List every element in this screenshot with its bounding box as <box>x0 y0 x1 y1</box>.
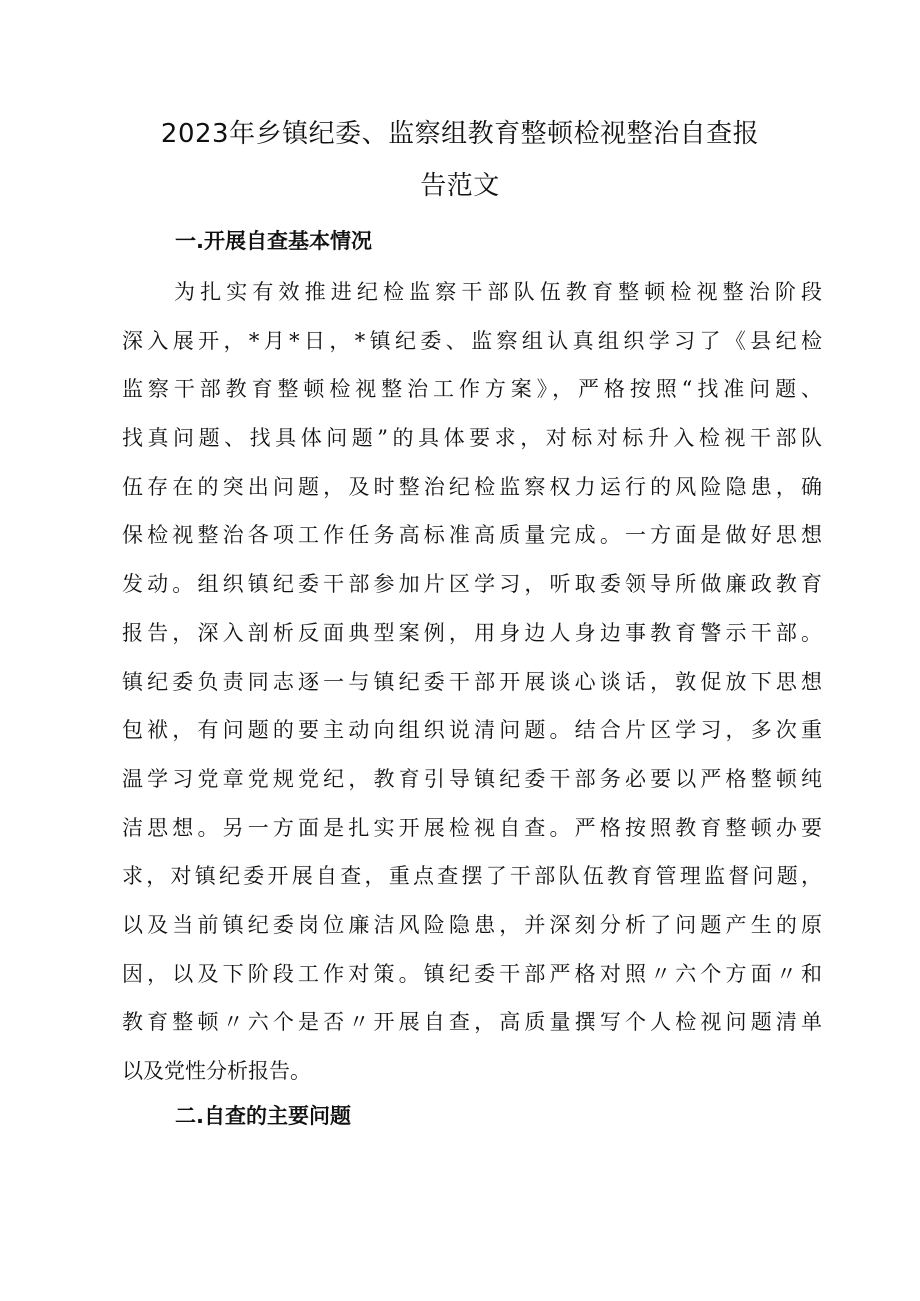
paragraph-line: 为扎实有效推进纪检监察干部队伍教育整顿检视整治阶段 <box>174 280 822 304</box>
paragraph-line: 镇纪委负责同志逐一与镇纪委干部开展谈心谈话，敦促放下思想 <box>122 669 822 694</box>
section-heading-basic-situation: 一.开展自查基本情况 <box>175 229 372 253</box>
paragraph-line: 发动。组织镇纪委干部参加片区学习，听取委领导所做廉政教育 <box>122 572 822 597</box>
paragraph-line: 求，对镇纪委开展自查，重点查摆了干部队伍教育管理监督问题， <box>122 864 822 889</box>
paragraph-line: 深入展开，*月*日，*镇纪委、监察组认真组织学习了《县纪检 <box>122 328 822 353</box>
paragraph-line: 伍存在的突出问题，及时整治纪检监察权力运行的风险隐患，确 <box>122 474 822 499</box>
section-body-paragraph <box>122 268 822 1096</box>
paragraph-line: 报告，深入剖析反面典型案例，用身边人身边事教育警示干部。 <box>122 620 822 645</box>
paragraph-line: 监察干部教育整顿检视整治工作方案》，严格按照“找准问题、 <box>122 377 822 402</box>
paragraph-line: 保检视整治各项工作任务高标准高质量完成。一方面是做好思想 <box>122 523 822 548</box>
paragraph-line: 因，以及下阶段工作对策。镇纪委干部严格对照〃六个方面〃和 <box>122 961 822 986</box>
document-title-line-2: 告范文 <box>420 171 500 201</box>
paragraph-line: 温学习党章党规党纪，教育引导镇纪委干部务必要以严格整顿纯 <box>122 766 822 791</box>
section-heading-main-problems: 二.自查的主要问题 <box>175 1104 351 1128</box>
paragraph-line: 以及党性分析报告。 <box>122 1059 311 1083</box>
paragraph-line: 以及当前镇纪委岗位廉洁风险隐患，并深刻分析了问题产生的原 <box>122 912 822 937</box>
paragraph-line: 找真问题、找具体问题”的具体要求，对标对标升入检视干部队 <box>122 426 822 451</box>
paragraph-line: 教育整顿〃六个是否〃开展自查，高质量撰写个人检视问题清单 <box>122 1010 822 1035</box>
paragraph-line: 包袱，有问题的要主动向组织说清问题。结合片区学习，多次重 <box>122 718 822 743</box>
paragraph-line: 洁思想。另一方面是扎实开展检视自查。严格按照教育整顿办要 <box>122 815 822 840</box>
document-title-line-1: 2023年乡镇纪委、监察组教育整顿检视整治自查报 <box>160 119 760 149</box>
